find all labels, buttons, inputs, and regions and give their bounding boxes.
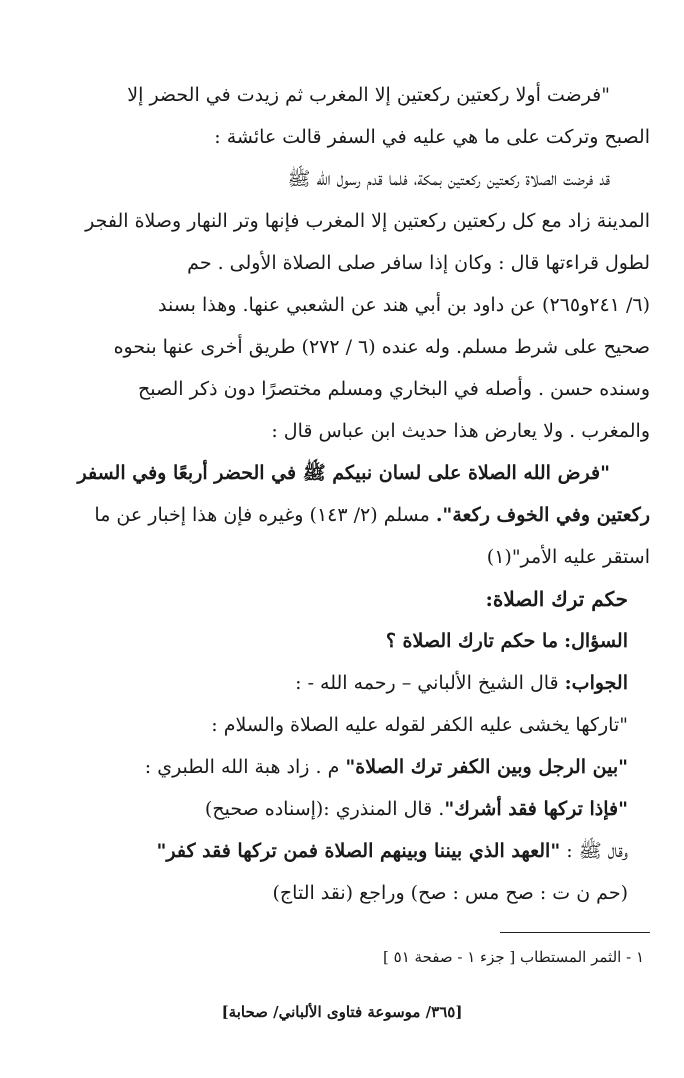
text-line: استقر عليه الأمر"(١) bbox=[486, 546, 650, 568]
text-line: صحيح على شرط مسلم. وله عنده (٦ / ٢٧٢) طريق أخرى عنها بنحوه bbox=[113, 336, 650, 358]
text-line: وسنده حسن . وأصله في البخاري ومسلم مختصرًا دون ذكر الصبح bbox=[137, 378, 650, 400]
hadith-quote-end: ركعتين وفي الخوف ركعة". bbox=[435, 504, 650, 526]
text-line: قد فرضت الصلاة ركعتين ركعتين بمكة، فلما قدم رسول الله ﷺ bbox=[287, 168, 610, 190]
hadith-quote: "العهد الذي بيننا وبينهم الصلاة فمن تركها فقد كفر" bbox=[156, 840, 561, 862]
answer-text: قال الشيخ الألباني – رحمه الله - : bbox=[295, 672, 559, 694]
text-line: (حم ن ت : صح مس : صح) وراجع (نقد التاج) bbox=[272, 882, 628, 904]
page-footer: [٣٦٥/ موسوعة فتاوى الألباني/ صحابة] bbox=[221, 1003, 463, 1021]
text-line bbox=[72, 830, 650, 872]
text-line bbox=[72, 788, 650, 830]
footnote: ١ - الثمر المستطاب [ جزء ١ - صفحة ٥١ ] bbox=[383, 948, 644, 966]
text-segment: . قال المنذري :(إسناده صحيح) bbox=[204, 798, 445, 820]
text-line: (٦/ ٢٤١و٢٦٥) عن داود بن أبي هند عن الشعبي عنها. وهذا بسند bbox=[158, 294, 650, 316]
text-line: المدينة زاد مع كل ركعتين ركعتين إلا المغرب فإنها وتر النهار وصلاة الفجر bbox=[85, 210, 650, 232]
hadith-quote: "بين الرجل وبين الكفر ترك الصلاة" bbox=[345, 756, 628, 778]
text-line: "تاركها يخشى عليه الكفر لقوله عليه الصلاة والسلام : bbox=[211, 714, 628, 736]
text-segment: مسلم (٢/ ١٤٣) وغيره فإن هذا إخبار عن ما bbox=[94, 504, 436, 526]
text-line bbox=[72, 746, 650, 788]
main-text bbox=[72, 74, 650, 914]
question-text: ما حكم تارك الصلاة ؟ bbox=[385, 630, 559, 652]
text-line: لطول قراءتها قال : وكان إذا سافر صلى الصلاة الأولى . حم bbox=[187, 252, 650, 274]
hadith-quote: "فإذا تركها فقد أشرك" bbox=[444, 798, 628, 820]
text-line: والمغرب . ولا يعارض هذا حديث ابن عباس قال : bbox=[271, 420, 650, 442]
text-line: "فرضت أولا ركعتين ركعتين إلا المغرب ثم زيدت في الحضر إلا bbox=[127, 84, 610, 106]
text-line bbox=[72, 494, 650, 536]
text-segment: وقال ﷺ : bbox=[560, 840, 628, 862]
text-line: الصبح وتركت على ما هي عليه في السفر قالت عائشة : bbox=[214, 126, 650, 148]
question-line bbox=[72, 620, 650, 662]
footnote-divider bbox=[500, 932, 650, 933]
question-label: السؤال: bbox=[564, 630, 628, 652]
section-heading: حكم ترك الصلاة: bbox=[485, 587, 628, 611]
text-segment: م . زاد هبة الله الطبري : bbox=[144, 756, 346, 778]
hadith-quote: "فرض الله الصلاة على لسان نبيكم ﷺ في الحضر أربعًا وفي السفر bbox=[77, 462, 610, 484]
answer-label: الجواب: bbox=[564, 672, 628, 694]
answer-line bbox=[72, 662, 650, 704]
